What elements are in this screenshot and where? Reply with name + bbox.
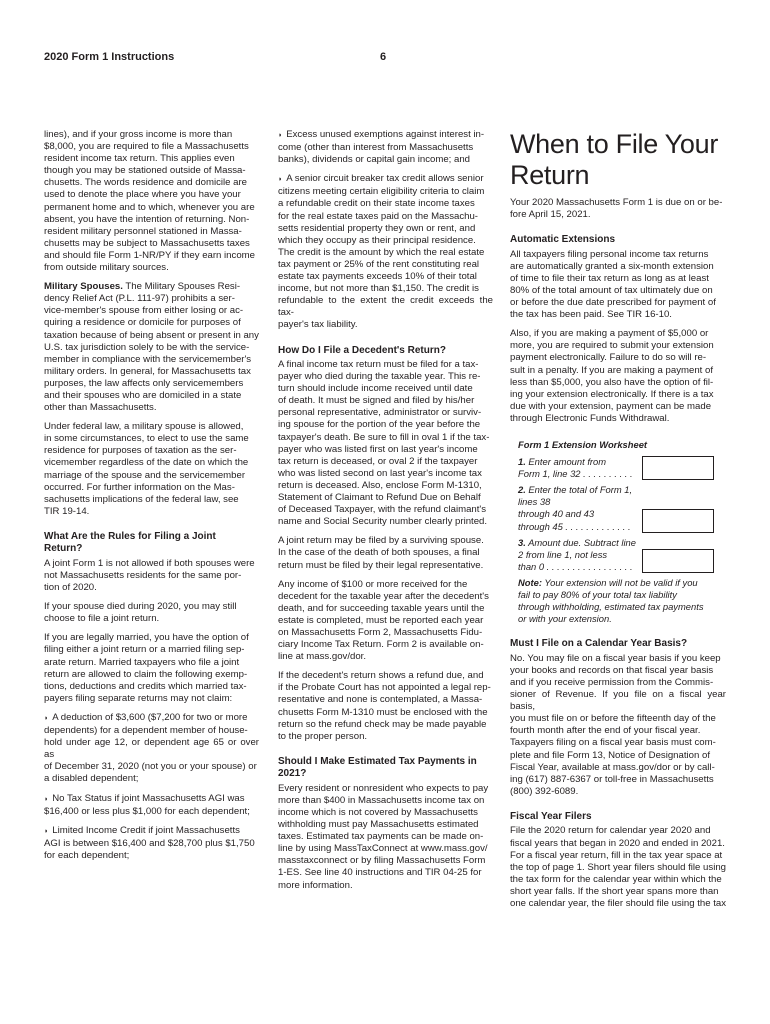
military-spouses-paragraph: [44, 281, 259, 414]
text-line: in some circumstances, to elect to use the same: [44, 433, 249, 445]
text-line: banks), dividends or capital gain income; and: [278, 154, 470, 166]
text-line: military orders. In general, for Massachusetts tax: [44, 365, 251, 377]
text-line: 80% of the total amount of tax ultimately due on: [510, 284, 713, 296]
text-line: $8,000, you are required to file a Massachusetts: [44, 141, 249, 153]
text-line: Excess unused exemptions against interest in-: [286, 129, 485, 140]
header-title: 2020 Form 1 Instructions: [44, 51, 175, 63]
federal-law-paragraph: [44, 421, 259, 518]
text-line: hold under age 12, or dependent age 65 or over as: [44, 737, 259, 761]
text-line: filing either a joint return or a married filing sep-: [44, 644, 245, 656]
worksheet-line-2: [518, 484, 726, 532]
text-line: if the Probate Court has not appointed a legal rep-: [278, 682, 491, 694]
text-line: resentative and none is contemplated, a Massa-: [278, 694, 483, 706]
text-line: line by using MassTaxConnect at www.mass.gov/: [278, 843, 488, 855]
text-line: masstaxconnect or by filing Massachusetts Form: [278, 855, 486, 867]
decedent-income-paragraph: [278, 579, 493, 664]
worksheet-line-1-number: 1.: [518, 456, 526, 468]
text-line: Form 1, line 32 . . . . . . . . . .: [518, 468, 633, 480]
text-line: resident income tax return. This applies even: [44, 153, 235, 165]
bullet-icon: ◗: [44, 714, 49, 722]
text-line: payer who died during the taxable year. This re-: [278, 371, 481, 383]
text-line: ing (617) 887-6367 or toll-free in Massachusetts: [510, 773, 714, 785]
text-line: U.S. tax jurisdiction solely to be with the service-: [44, 341, 250, 353]
text-line: Fiscal Year, available at mass.gov/dor or by call-: [510, 761, 715, 773]
text-line: 2021?: [278, 768, 307, 780]
worksheet-line-1-amount-box[interactable]: [642, 456, 714, 480]
estimated-tax-paragraph: [278, 783, 493, 892]
text-line: lines), and if your gross income is more than: [44, 129, 233, 140]
fiscal-year-filers-paragraph: [510, 825, 726, 910]
text-line: decedent for the taxable year after the decedent's: [278, 590, 489, 602]
spouse-died-paragraph: [44, 601, 259, 625]
worksheet-line-2-amount-box[interactable]: [642, 509, 714, 533]
text-line: tions, deductions and credits which married tax-: [44, 680, 247, 692]
text-line: vicemember regardless of the date on which the: [44, 457, 249, 469]
text-line: than 0 . . . . . . . . . . . . . . . . .: [518, 560, 633, 572]
text-line: used to denote the place where you have your: [44, 189, 241, 201]
text-line: Enter amount from: [525, 456, 607, 468]
worksheet-line-3: [518, 537, 726, 573]
text-line: one calendar year, the filer should file using the tax: [510, 898, 726, 909]
text-line: marriage of the spouse and the servicemember: [44, 469, 246, 481]
text-line: Taxpayers filing on a fiscal year basis must com-: [510, 737, 716, 749]
worksheet-note: [518, 577, 726, 625]
decedent-heading: How Do I File a Decedent's Return?: [278, 344, 446, 356]
text-line: The Military Spouses Resi-: [122, 281, 241, 293]
text-line: the tax has been paid. See TIR 16-10.: [510, 309, 672, 321]
text-line: through 45 . . . . . . . . . . . . .: [518, 520, 631, 532]
bullet-icon: ◗: [278, 176, 283, 184]
page-number: 6: [380, 51, 387, 63]
text-line: Return: [510, 160, 590, 190]
military-spouses-label: Military Spouses.: [44, 281, 123, 293]
text-line: ing your extension electronically. If there is a tax: [510, 388, 714, 400]
text-line: Every resident or nonresident who expects to pay: [278, 782, 489, 794]
text-line: If you are legally married, you have the option of: [44, 632, 249, 644]
text-line: which they occupy as their principal residence.: [278, 234, 476, 246]
text-line: tax return is deceased, or oval 2 if the taxpayer: [278, 455, 478, 467]
text-line: sachusetts implications of the federal law, see: [44, 493, 239, 505]
bullet-icon: ◗: [278, 132, 283, 139]
text-line: estate tax payments exceeds 10% of their total: [278, 271, 477, 283]
text-line: from outside military sources.: [44, 262, 169, 274]
text-line: tion of 2020.: [44, 582, 97, 594]
text-line: Limited Income Credit if joint Massachusetts: [52, 824, 240, 836]
text-line: TIR 19-14.: [44, 505, 90, 517]
text-line: return so the refund check may be made payable: [278, 718, 487, 730]
extension-worksheet: [518, 439, 726, 625]
fiscal-year-filers-heading: Fiscal Year Filers: [510, 810, 592, 822]
text-line: return are allowed to claim the following exemp-: [44, 668, 248, 680]
text-line: due with your extension, payment can be made: [510, 400, 712, 412]
bullet-icon: ◗: [44, 827, 49, 835]
text-line: though you may be stationed outside of Massa-: [44, 165, 246, 177]
text-line: and should file Form 1-NR/PY if they earn income: [44, 249, 255, 261]
text-line: What Are the Rules for Filing a Joint: [44, 530, 216, 542]
text-line: A senior circuit breaker tax credit allows senior: [286, 173, 484, 185]
text-line: Any income of $100 or more received for the: [278, 578, 468, 590]
text-line: a disabled dependent;: [44, 773, 139, 785]
text-line: for each dependent;: [44, 849, 130, 861]
text-line: Enter the total of Form 1, lines 38: [518, 484, 633, 508]
text-line: return is deceased. Also, enclose Form M-1310,: [278, 479, 482, 491]
text-line: withholding must pay Massachusetts estimated: [278, 819, 479, 831]
text-line: A joint return may be filed by a surviving spouse.: [278, 535, 484, 547]
text-line: other than Massachusetts.: [44, 402, 157, 414]
text-line: turn should include income received until date: [278, 383, 473, 395]
bullet-icon: ◗: [44, 795, 49, 803]
text-line: of Deceased Taxpayer, with the refund claimant's: [278, 504, 487, 516]
text-line: Your 2020 Massachusetts Form 1 is due on or be-: [510, 197, 723, 208]
text-line: member in compliance with the servicemember's: [44, 353, 252, 365]
worksheet-line-3-amount-box[interactable]: [642, 549, 714, 573]
text-line: In the case of the death of both spouses, a final: [278, 547, 480, 559]
text-line: 2 from line 1, not less: [518, 548, 608, 560]
text-line: resident military personnel stationed in Massa-: [44, 225, 242, 237]
text-line: vice-member's spouse from either losing or ac-: [44, 305, 244, 317]
text-line: chusetts. The words residence and domicile are: [44, 177, 247, 189]
text-line: purposes, the law affects only servicemembers: [44, 377, 244, 389]
text-line: return must be filed by their legal representative.: [278, 559, 484, 571]
text-line: come (other than interest from Massachusetts: [278, 142, 474, 154]
text-line: Return?: [44, 543, 83, 555]
column-middle: [278, 129, 493, 899]
text-line: name and Social Security number clearly printed.: [278, 516, 488, 528]
text-line: fore April 15, 2021.: [510, 209, 591, 221]
joint-return-heading: [44, 531, 259, 556]
text-line: who was listed second on last year's income tax: [278, 467, 482, 479]
text-line: Should I Make Estimated Tax Payments in: [278, 755, 477, 767]
text-line: payer's tax liability.: [278, 319, 358, 331]
when-to-file-title: [510, 129, 726, 191]
text-line: short year falls. If the short year spans more than: [510, 885, 719, 897]
text-line: sioner of Revenue. If you file on a fiscal year basis,: [510, 689, 726, 713]
text-line: Statement of Claimant to Refund Due on Behalf: [278, 492, 481, 504]
text-line: If your spouse died during 2020, you may still: [44, 601, 237, 613]
worksheet-title: Form 1 Extension Worksheet: [518, 439, 648, 450]
text-line: payment electronically. Failure to do so will re-: [510, 352, 707, 364]
text-line: permanent home and to which, whenever you are: [44, 201, 255, 213]
text-line: through 40 and 43: [518, 508, 595, 520]
text-line: No. You may file on a fiscal year basis if you keep: [510, 652, 721, 664]
bullet-circuit-breaker: [278, 173, 493, 331]
text-line: taxes. Estimated tax payments can be made on-: [278, 831, 484, 843]
text-line: ing spouse for the portion of the year before the: [278, 419, 481, 431]
text-line: ciary Income Tax Return. Form 2 is available on-: [278, 639, 484, 651]
text-line: personal representative, administrator or surviv-: [278, 407, 482, 419]
text-line: refundable to the extent the credit exceeds the tax-: [278, 295, 493, 319]
text-line: fail to pay 80% of your total tax liability: [518, 589, 677, 601]
text-line: chusetts may be subject to Massachusetts taxes: [44, 237, 250, 249]
text-line: choose to file a joint return.: [44, 613, 160, 625]
text-line: residence for purposes of taxation as the ser-: [44, 445, 237, 457]
text-line: If the decedent's return shows a refund due, and: [278, 670, 484, 682]
text-line: less than $5,000, you also have the option of fil-: [510, 376, 714, 388]
worksheet-line-1: [518, 456, 726, 480]
final-return-paragraph: [278, 359, 493, 528]
text-line: or with your extension.: [518, 613, 612, 625]
text-line: of time to file their tax return as long as at least: [510, 272, 709, 284]
column-right: [510, 129, 726, 917]
text-line: citizens meeting certain eligibility criteria to claim: [278, 186, 485, 198]
text-line: Under federal law, a military spouse is allowed,: [44, 421, 244, 433]
text-line: Amount due. Subtract line: [525, 536, 636, 548]
column-left: [44, 129, 259, 869]
text-line: All taxpayers filing personal income tax returns: [510, 248, 709, 260]
legally-married-paragraph: [44, 632, 259, 705]
text-line: A deduction of $3,600 ($7,200 for two or more: [52, 711, 248, 723]
text-line: A final income tax return must be filed for a tax-: [278, 359, 479, 370]
automatic-extensions-heading: Automatic Extensions: [510, 234, 616, 246]
text-line: and their spouses who are domiciled in a state: [44, 389, 242, 401]
text-line: not Massachusetts residents for the same por-: [44, 570, 242, 581]
text-line: and if you receive permission from the Commis-: [510, 677, 714, 688]
text-line: plete and file Form 13, Notice of Designation of: [510, 749, 710, 761]
text-line: fiscal years that began in 2020 and ended in 2021.: [510, 837, 725, 849]
text-line: estate is completed, must be reported each year: [278, 614, 484, 626]
text-line: the top of page 1. Short year filers should file using: [510, 861, 726, 873]
text-line: for the real estate taxes paid on the Massachu-: [278, 210, 478, 222]
text-line: your books and records on that fiscal year basis: [510, 664, 714, 676]
text-line: Your extension will not be valid if you: [541, 576, 698, 588]
text-line: or before the due date prescribed for payment of: [510, 297, 716, 309]
text-line: File the 2020 return for calendar year 2020 and: [510, 825, 711, 837]
bullet-excess-exemptions: [278, 129, 493, 166]
automatic-extensions-paragraph: [510, 249, 726, 322]
text-line: absent, you have the intention of returning. Non-: [44, 213, 250, 225]
refund-due-paragraph: [278, 670, 493, 743]
text-line: the tax form for the calendar year within which the: [510, 873, 722, 885]
text-line: dency Relief Act (P.L. 111-97) prohibits a ser-: [44, 293, 235, 305]
text-line: For a fiscal year return, fill in the tax year space at: [510, 849, 723, 861]
text-line: are automatically granted a six-month extension: [510, 260, 714, 272]
text-line: tax payment or 25% of the rent constituting real: [278, 258, 480, 270]
text-line: quiring a residence or domicile for purposes of: [44, 317, 241, 329]
text-line: $16,400 or less plus $1,000 for each dependent;: [44, 805, 250, 817]
joint-not-allowed-paragraph: [44, 558, 259, 594]
text-line: arate return. Married taxpayers who file a joint: [44, 656, 240, 668]
bullet-dependent-deduction: [44, 712, 259, 786]
text-line: setts residential property they own or rent, and: [278, 222, 476, 234]
text-line: income which is not covered by Massachusetts: [278, 807, 478, 818]
estimated-tax-heading: [278, 756, 493, 781]
calendar-year-heading: Must I File on a Calendar Year Basis?: [510, 638, 688, 650]
text-line: The credit is the amount by which the real estate: [278, 246, 485, 258]
text-line: Also, if you are making a payment of $5,000 or: [510, 328, 709, 340]
text-line: No Tax Status if joint Massachusetts AGI was: [52, 792, 245, 804]
text-line: fourth month after the end of your fiscal year.: [510, 725, 701, 737]
text-line: more, you are required to submit your extension: [510, 340, 714, 352]
text-line: payer who was listed first on last year's income: [278, 443, 478, 455]
text-line: chusetts Form M-1310 must be enclosed with the: [278, 706, 488, 718]
text-line: line at mass.gov/dor.: [278, 651, 366, 663]
text-line: death, and for succeeding taxable years until the: [278, 602, 485, 614]
text-line: more information.: [278, 879, 353, 891]
text-line: on Massachusetts Form 2, Massachusetts Fidu-: [278, 626, 483, 638]
bullet-limited-income-credit: [44, 825, 259, 862]
text-line: a refundable credit on their state income taxes: [278, 198, 475, 210]
text-line: taxpayer's death. Be sure to fill in oval 1 if the tax-: [278, 431, 490, 443]
electronic-payment-paragraph: [510, 328, 726, 425]
text-line: taxation because of being absent or present in any: [44, 329, 259, 341]
calendar-year-paragraph: [510, 653, 726, 798]
text-line: sult in a penalty. If you are making a payment of: [510, 364, 714, 376]
text-line: of December 31, 2020 (not you or your spouse) or: [44, 761, 257, 773]
text-line: dependents) for a dependent member of house-: [44, 725, 248, 737]
due-date-paragraph: [510, 197, 726, 221]
text-line: 1-ES. See line 40 instructions and TIR 04-25 for: [278, 867, 482, 879]
worksheet-line-2-number: 2.: [518, 484, 526, 496]
text-line: payers filing separate returns may not claim:: [44, 692, 233, 704]
bullet-no-tax-status: [44, 793, 259, 818]
text-line: through withholding, estimated tax payments: [518, 601, 704, 613]
text-line: more than $400 in Massachusetts income tax on: [278, 794, 485, 806]
text-line: through Electronic Funds Withdrawal.: [510, 412, 670, 424]
text-line: of death. It must be signed and filed by his/her: [278, 395, 475, 407]
text-line: you must file on or before the fifteenth day of the: [510, 713, 716, 725]
residency-paragraph: [44, 129, 259, 274]
text-line: When to File Your: [510, 129, 719, 159]
text-line: (800) 392-6089.: [510, 785, 579, 797]
text-line: occurred. For further information on the Mas-: [44, 481, 235, 493]
worksheet-note-label: Note:: [518, 576, 542, 588]
text-line: A joint Form 1 is not allowed if both spouses were: [44, 557, 255, 569]
surviving-spouse-paragraph: [278, 535, 493, 571]
military-spouses-text: [44, 281, 259, 414]
text-line: AGI is between $16,400 and $28,700 plus $1,750: [44, 837, 255, 849]
text-line: to the proper person.: [278, 730, 368, 742]
text-line: income, but not more than $1,150. The credit is: [278, 283, 479, 295]
worksheet-line-3-number: 3.: [518, 536, 526, 548]
